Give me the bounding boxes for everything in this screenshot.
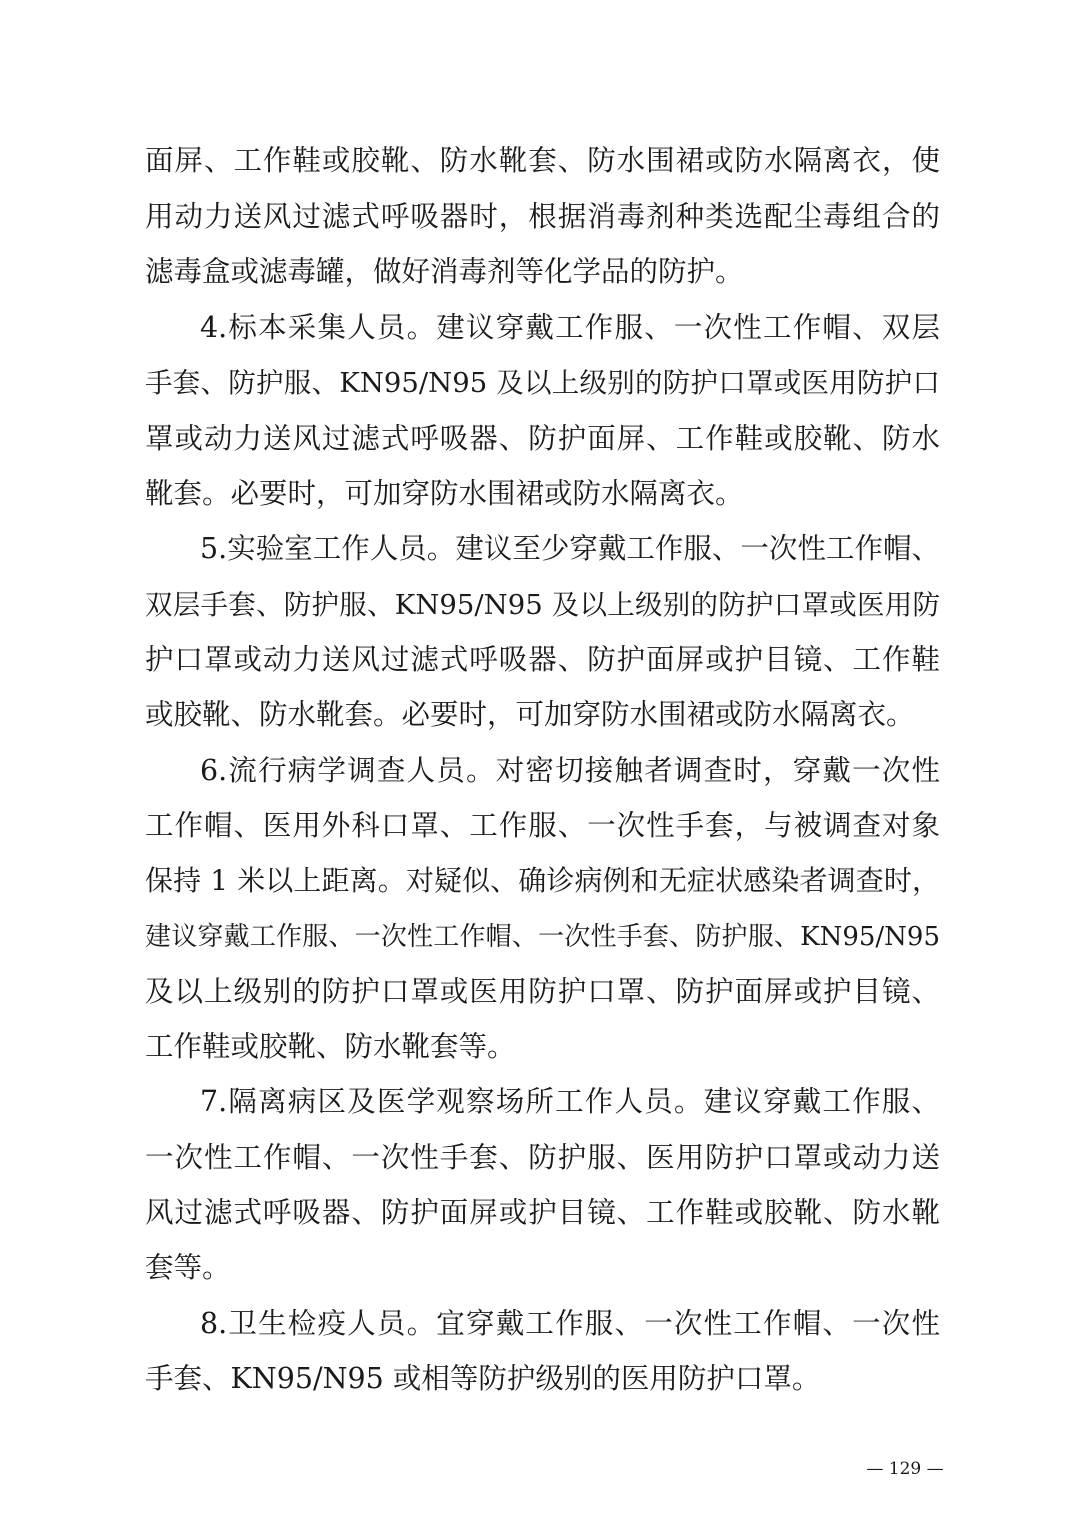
page-number: — 129 — [866,1459,944,1479]
section-4-heading-line: 4.标本采集人员。建议穿戴工作服、一次性工作帽、双层 [200,311,940,344]
body-text-line: 或胶靴、防水靴套。必要时，可加穿防水围裙或防水隔离衣。 [145,698,915,731]
body-text-line: 手套、KN95/N95 或相等防护级别的医用防护口罩。 [145,1362,821,1395]
body-text-line: 手套、防护服、KN95/N95 及以上级别的防护口罩或医用防护口 [145,367,940,399]
body-text-line: 一次性工作帽、一次性手套、防护服、医用防护口罩或动力送 [145,1141,940,1174]
body-text-line: 套等。 [145,1251,231,1284]
section-7-heading-line: 7.隔离病区及医学观察场所工作人员。建议穿戴工作服、 [200,1085,940,1118]
body-text-line: 双层手套、防护服、KN95/N95 及以上级别的防护口罩或医用防 [145,589,940,621]
section-6-heading-line: 6.流行病学调查人员。对密切接触者调查时，穿戴一次性 [200,754,940,787]
section-8-heading-line: 8.卫生检疫人员。宜穿戴工作服、一次性工作帽、一次性 [200,1307,940,1340]
section-5-heading-line: 5.实验室工作人员。建议至少穿戴工作服、一次性工作帽、 [200,532,940,565]
body-text-line: 罩或动力送风过滤式呼吸器、防护面屏、工作鞋或胶靴、防水 [145,422,940,455]
body-text-line: 风过滤式呼吸器、防护面屏或护目镜、工作鞋或胶靴、防水靴 [145,1196,940,1229]
body-text-line: 建议穿戴工作服、一次性工作帽、一次性手套、防护服、KN95/N95 [145,922,940,952]
body-text-line: 滤毒盒或滤毒罐，做好消毒剂等化学品的防护。 [145,255,744,288]
body-text-line: 工作帽、医用外科口罩、工作服、一次性手套，与被调查对象 [145,809,940,842]
body-text-line: 保持 1 米以上距离。对疑似、确诊病例和无症状感染者调查时， [145,864,940,897]
body-text-line: 面屏、工作鞋或胶靴、防水靴套、防水围裙或防水隔离衣，使 [145,144,940,177]
body-text-line: 用动力送风过滤式呼吸器时，根据消毒剂种类选配尘毒组合的 [145,200,940,233]
body-text-line: 靴套。必要时，可加穿防水围裙或防水隔离衣。 [145,477,744,510]
body-text-line: 工作鞋或胶靴、防水靴套等。 [145,1030,516,1063]
body-text-line: 及以上级别的防护口罩或医用防护口罩、防护面屏或护目镜、 [145,975,940,1008]
body-text-line: 护口罩或动力送风过滤式呼吸器、防护面屏或护目镜、工作鞋 [145,643,940,676]
